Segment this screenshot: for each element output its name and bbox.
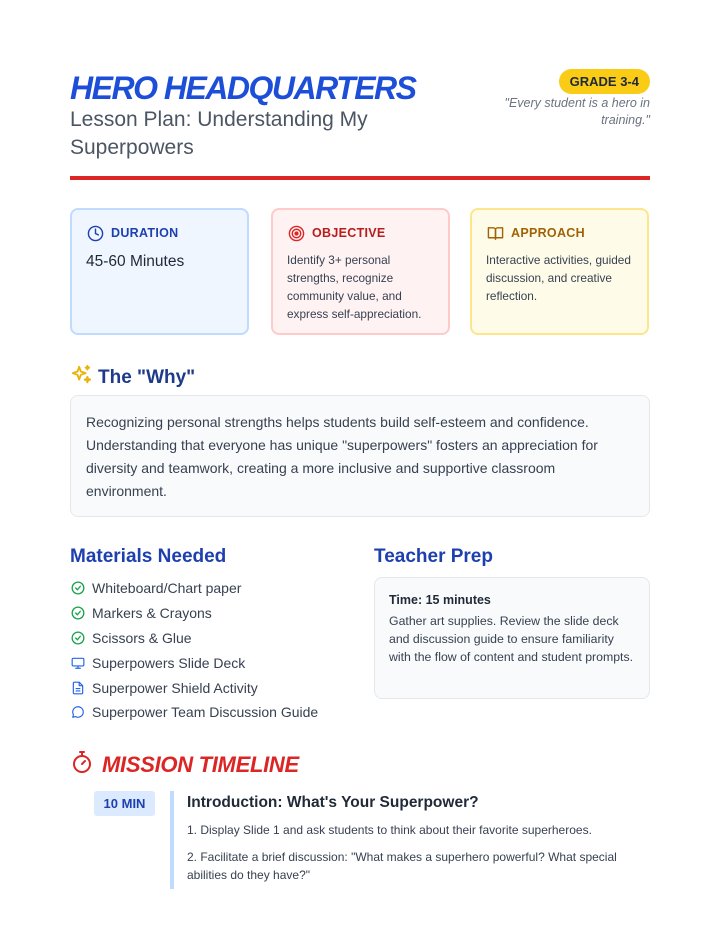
duration-card <box>70 208 249 335</box>
material-item <box>70 700 318 725</box>
grade-badge: GRADE 3-4 <box>559 69 650 94</box>
material-label: Markers & Crayons <box>92 605 212 622</box>
material-label: Superpower Team Discussion Guide <box>92 704 319 721</box>
brand-title: HERO HEADQUARTERS <box>70 70 416 106</box>
why-heading <box>70 364 195 391</box>
instruction-item: 1. Display Slide 1 and ask students to think about their favorite superheroes. <box>187 823 592 837</box>
approach-card <box>470 208 649 335</box>
material-item <box>70 601 318 626</box>
duration-value: 45-60 Minutes <box>86 253 185 270</box>
motto-text: "Every student is a hero in training." <box>504 96 650 127</box>
material-item <box>70 626 318 651</box>
approach-text: Interactive activities, guided discussion, and creative reflection. <box>486 253 631 303</box>
material-label: Scissors & Glue <box>92 629 192 646</box>
header-divider <box>70 176 650 180</box>
objective-text: Identify 3+ personal strengths, recognize community value, and express self-appreciation. <box>287 253 422 321</box>
material-label: Superpower Shield Activity <box>92 679 258 696</box>
step-instructions <box>187 821 657 893</box>
prep-box <box>374 577 650 699</box>
check-circle-icon <box>70 630 85 645</box>
duration-label: DURATION <box>111 226 179 240</box>
prep-time: Time: 15 minutes <box>389 593 491 607</box>
why-title: The "Why" <box>98 366 196 388</box>
target-icon <box>287 224 305 242</box>
clock-icon <box>86 224 104 242</box>
chat-bubble-icon <box>70 705 85 720</box>
material-item <box>70 650 318 675</box>
prep-text: Gather art supplies. Review the slide deck and discussion guide to ensure familiarity with the flow of content and student prompts. <box>389 614 634 664</box>
check-circle-icon <box>70 581 85 596</box>
prep-title: Teacher Prep <box>374 546 493 567</box>
material-label: Whiteboard/Chart paper <box>92 580 242 597</box>
step-title: Introduction: What's Your Superpower? <box>187 794 479 811</box>
instruction-item: 2. Facilitate a brief discussion: "What makes a superhero powerful? What special abilities do they have?" <box>187 850 617 882</box>
stopwatch-icon <box>70 750 94 779</box>
approach-label: APPROACH <box>511 226 585 240</box>
book-icon <box>486 224 504 242</box>
sparkles-icon <box>70 364 92 391</box>
material-item <box>70 576 318 601</box>
material-label: Superpowers Slide Deck <box>92 654 246 671</box>
lesson-subtitle: Lesson Plan: Understanding My Superpowers <box>70 108 368 159</box>
document-icon <box>70 680 85 695</box>
monitor-icon <box>70 655 85 670</box>
mission-title: MISSION TIMELINE <box>102 751 299 777</box>
material-item <box>70 675 318 700</box>
check-circle-icon <box>70 606 85 621</box>
time-badge: 10 MIN <box>94 791 155 816</box>
materials-list <box>70 576 318 725</box>
why-text-box: Recognizing personal strengths helps students build self-esteem and confidence. Understanding that everyone has unique "superpowers" fosters an appreciation for diversity and teamwork, creating a more inclusive and supportive classroom environment. <box>70 395 650 517</box>
timeline-line <box>170 791 174 889</box>
mission-heading <box>70 750 299 779</box>
objective-card <box>271 208 450 335</box>
materials-title: Materials Needed <box>70 546 227 567</box>
objective-label: OBJECTIVE <box>312 226 386 240</box>
